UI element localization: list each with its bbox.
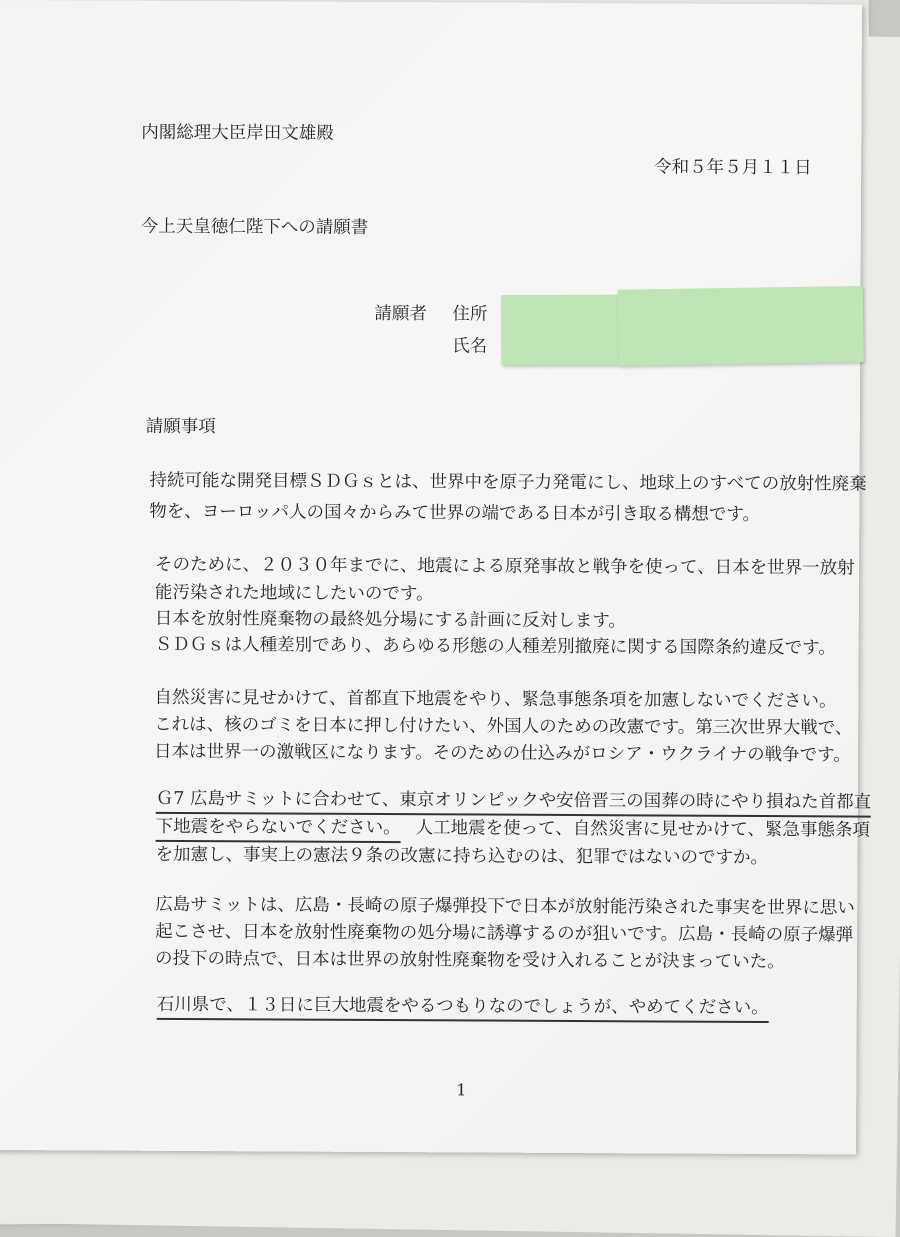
page-number: 1 (456, 1080, 467, 1100)
addressee: 内閣総理大臣岸田文雄殿 (141, 122, 334, 144)
name-label: 氏名 (452, 336, 488, 357)
document-title: 今上天皇徳仁陛下への請願書 (140, 216, 369, 238)
paragraph-line: 能汚染された地域にしたいのです。 (154, 582, 434, 605)
petitioner-label: 請願者 (374, 303, 427, 325)
paragraph-line: 広島サミットは、広島・長崎の原子爆弾投下で日本が放射能汚染された事実を世界に思い (155, 894, 855, 919)
paragraph-line: の投下の時点で、日本は世界の放射性廃棄物を受け入れることが決まっていた。 (154, 948, 785, 973)
underlined-line: 下地震をやらないでください。 (156, 813, 401, 843)
underlined-line: 石川県で、１３日に巨大地震をやるつもりなのでしょうが、やめてください。 (157, 991, 769, 1023)
paragraph-line: を加憲し、事実上の憲法９条の改憲に持ち込むのは、犯罪ではないのですか。 (155, 844, 769, 869)
paragraph-line: ＳＤＧｓは人種差別であり、あらゆる形態の人種差別撤廃に関する国際条約違反です。 (154, 634, 836, 659)
address-label: 住所 (452, 304, 488, 325)
redaction-sticky-note-left (501, 295, 619, 365)
paragraph-line: 日本は世界一の激戦区になります。そのための仕込みがロシア・ウクライナの戦争です。 (154, 741, 851, 766)
paragraph-line: 日本を放射性廃棄物の最終処分場にする計画に反対します。 (154, 608, 626, 632)
paragraph-line: 自然災害に見せかけて、首都直下地震をやり、緊急事態条項を加憲しないでください。 (154, 687, 837, 712)
section-heading: 請願事項 (145, 416, 216, 438)
redaction-sticky-note-right (618, 286, 864, 366)
date: 令和５年５月１１日 (654, 157, 812, 179)
paragraph-line: これは、核のゴミを日本に押し付けたい、外国人のための改憲です。第三次世界大戦で、 (154, 714, 853, 739)
paragraph-line: 人工地震を使って、自然災害に見せかけて、緊急事態条項 (415, 818, 871, 841)
paragraph-line: 持続可能な開発目標ＳＤＧｓとは、世界中を原子力発電にし、地球上のすべての放射性廃棄 (149, 470, 867, 495)
paragraph-line: 起こさせ、日本を放射性廃棄物の処分場に誘導するのが狙いです。広島・長崎の原子爆弾 (155, 921, 854, 946)
paragraph-line: そのために、２０３０年までに、地震による原発事故と戦争を使って、日本を世界一放射 (154, 554, 855, 579)
underlined-line: Ｇ7 広島サミットに合わせて、東京オリンピックや安倍晋三の国葬の時にやり損ねた首都直 (156, 785, 871, 818)
paragraph-line: 物を、ヨーロッパ人の国々からみて世界の端である日本が引き取る構想です。 (149, 501, 761, 525)
